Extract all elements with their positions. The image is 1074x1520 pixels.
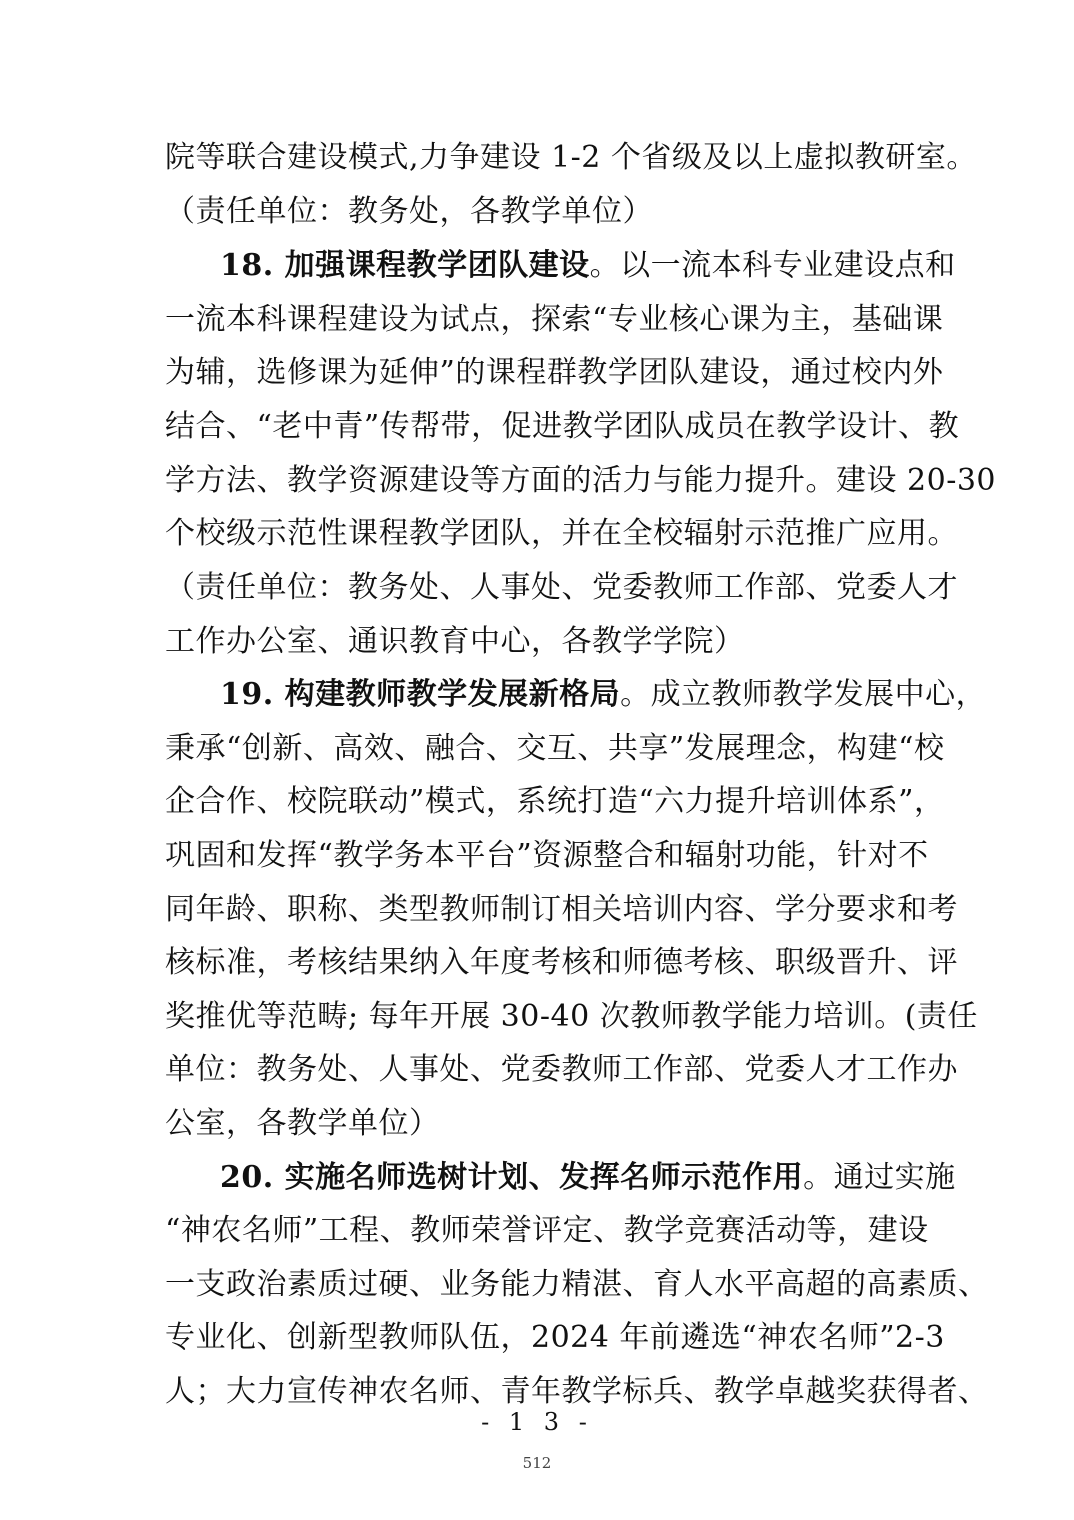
paragraph-18-line: 个校级示范性课程教学团队，并在全校辐射示范推广应用。: [165, 516, 958, 551]
paragraph-18-line: 工作办公室、通识教育中心，各教学学院）: [165, 624, 745, 659]
paragraph-17-line: （责任单位：教务处，各教学单位）: [165, 194, 653, 229]
paragraph-18-line: 。以一流本科专业建设点和: [589, 248, 956, 283]
paragraph-18-line: （责任单位：教务处、人事处、党委教师工作部、党委人才: [165, 570, 958, 605]
paragraph-20-line: 一支政治素质过硬、业务能力精湛、育人水平高超的高素质、: [165, 1267, 989, 1302]
paragraph-19-first-line: [220, 675, 987, 715]
paragraph-19-line: 。成立教师教学发展中心，: [620, 677, 987, 712]
paragraph-20-line: 人；大力宣传神农名师、青年教学标兵、教学卓越奖获得者、: [165, 1374, 989, 1409]
page-number: - 1 3 -: [481, 1408, 593, 1436]
item-19-heading: 19. 构建教师教学发展新格局: [220, 677, 621, 712]
paragraph-18-line: 学方法、教学资源建设等方面的活力与能力提升。建设 20-30: [165, 463, 997, 498]
document-sequence-number: 512: [522, 1454, 552, 1472]
item-18-heading: 18. 加强课程教学团队建设: [220, 248, 590, 283]
paragraph-20-line: “神农名师”工程、教师荣誉评定、教学竞赛活动等，建设: [165, 1213, 929, 1248]
paragraph-17-line: 院等联合建设模式,力争建设 1-2 个省级及以上虚拟教研室。: [165, 140, 977, 175]
paragraph-19-line: 核标准，考核结果纳入年度考核和师德考核、职级晋升、评: [165, 945, 958, 980]
paragraph-19-line: 公室，各教学单位）: [165, 1106, 440, 1141]
paragraph-18-line: 一流本科课程建设为试点，探索“专业核心课为主，基础课: [165, 302, 944, 337]
paragraph-20-line: 专业化、创新型教师队伍，2024 年前遴选“神农名师”2-3: [165, 1320, 945, 1355]
paragraph-19-line: 单位：教务处、人事处、党委教师工作部、党委人才工作办: [165, 1052, 958, 1087]
paragraph-18-line: 结合、“老中青”传帮带，促进教学团队成员在教学设计、教: [165, 409, 960, 444]
paragraph-18-first-line: [220, 246, 956, 286]
paragraph-19-line: 巩固和发挥“教学务本平台”资源整合和辐射功能，针对不: [165, 838, 929, 873]
paragraph-19-line: 秉承“创新、高效、融合、交互、共享”发展理念，构建“校: [165, 731, 945, 766]
paragraph-19-line: 同年龄、职称、类型教师制订相关培训内容、学分要求和考: [165, 892, 958, 927]
paragraph-19-line: 企合作、校院联动”模式，系统打造“六力提升培训体系”，: [165, 784, 945, 819]
paragraph-19-line: 奖推优等范畴; 每年开展 30-40 次教师教学能力培训。(责任: [165, 999, 978, 1034]
paragraph-20-line: 。通过实施: [803, 1160, 956, 1195]
paragraph-18-line: 为辅，选修课为延伸”的课程群教学团队建设，通过校内外: [165, 355, 944, 390]
item-20-heading: 20. 实施名师选树计划、发挥名师示范作用: [220, 1160, 804, 1195]
paragraph-20-first-line: [220, 1158, 956, 1198]
